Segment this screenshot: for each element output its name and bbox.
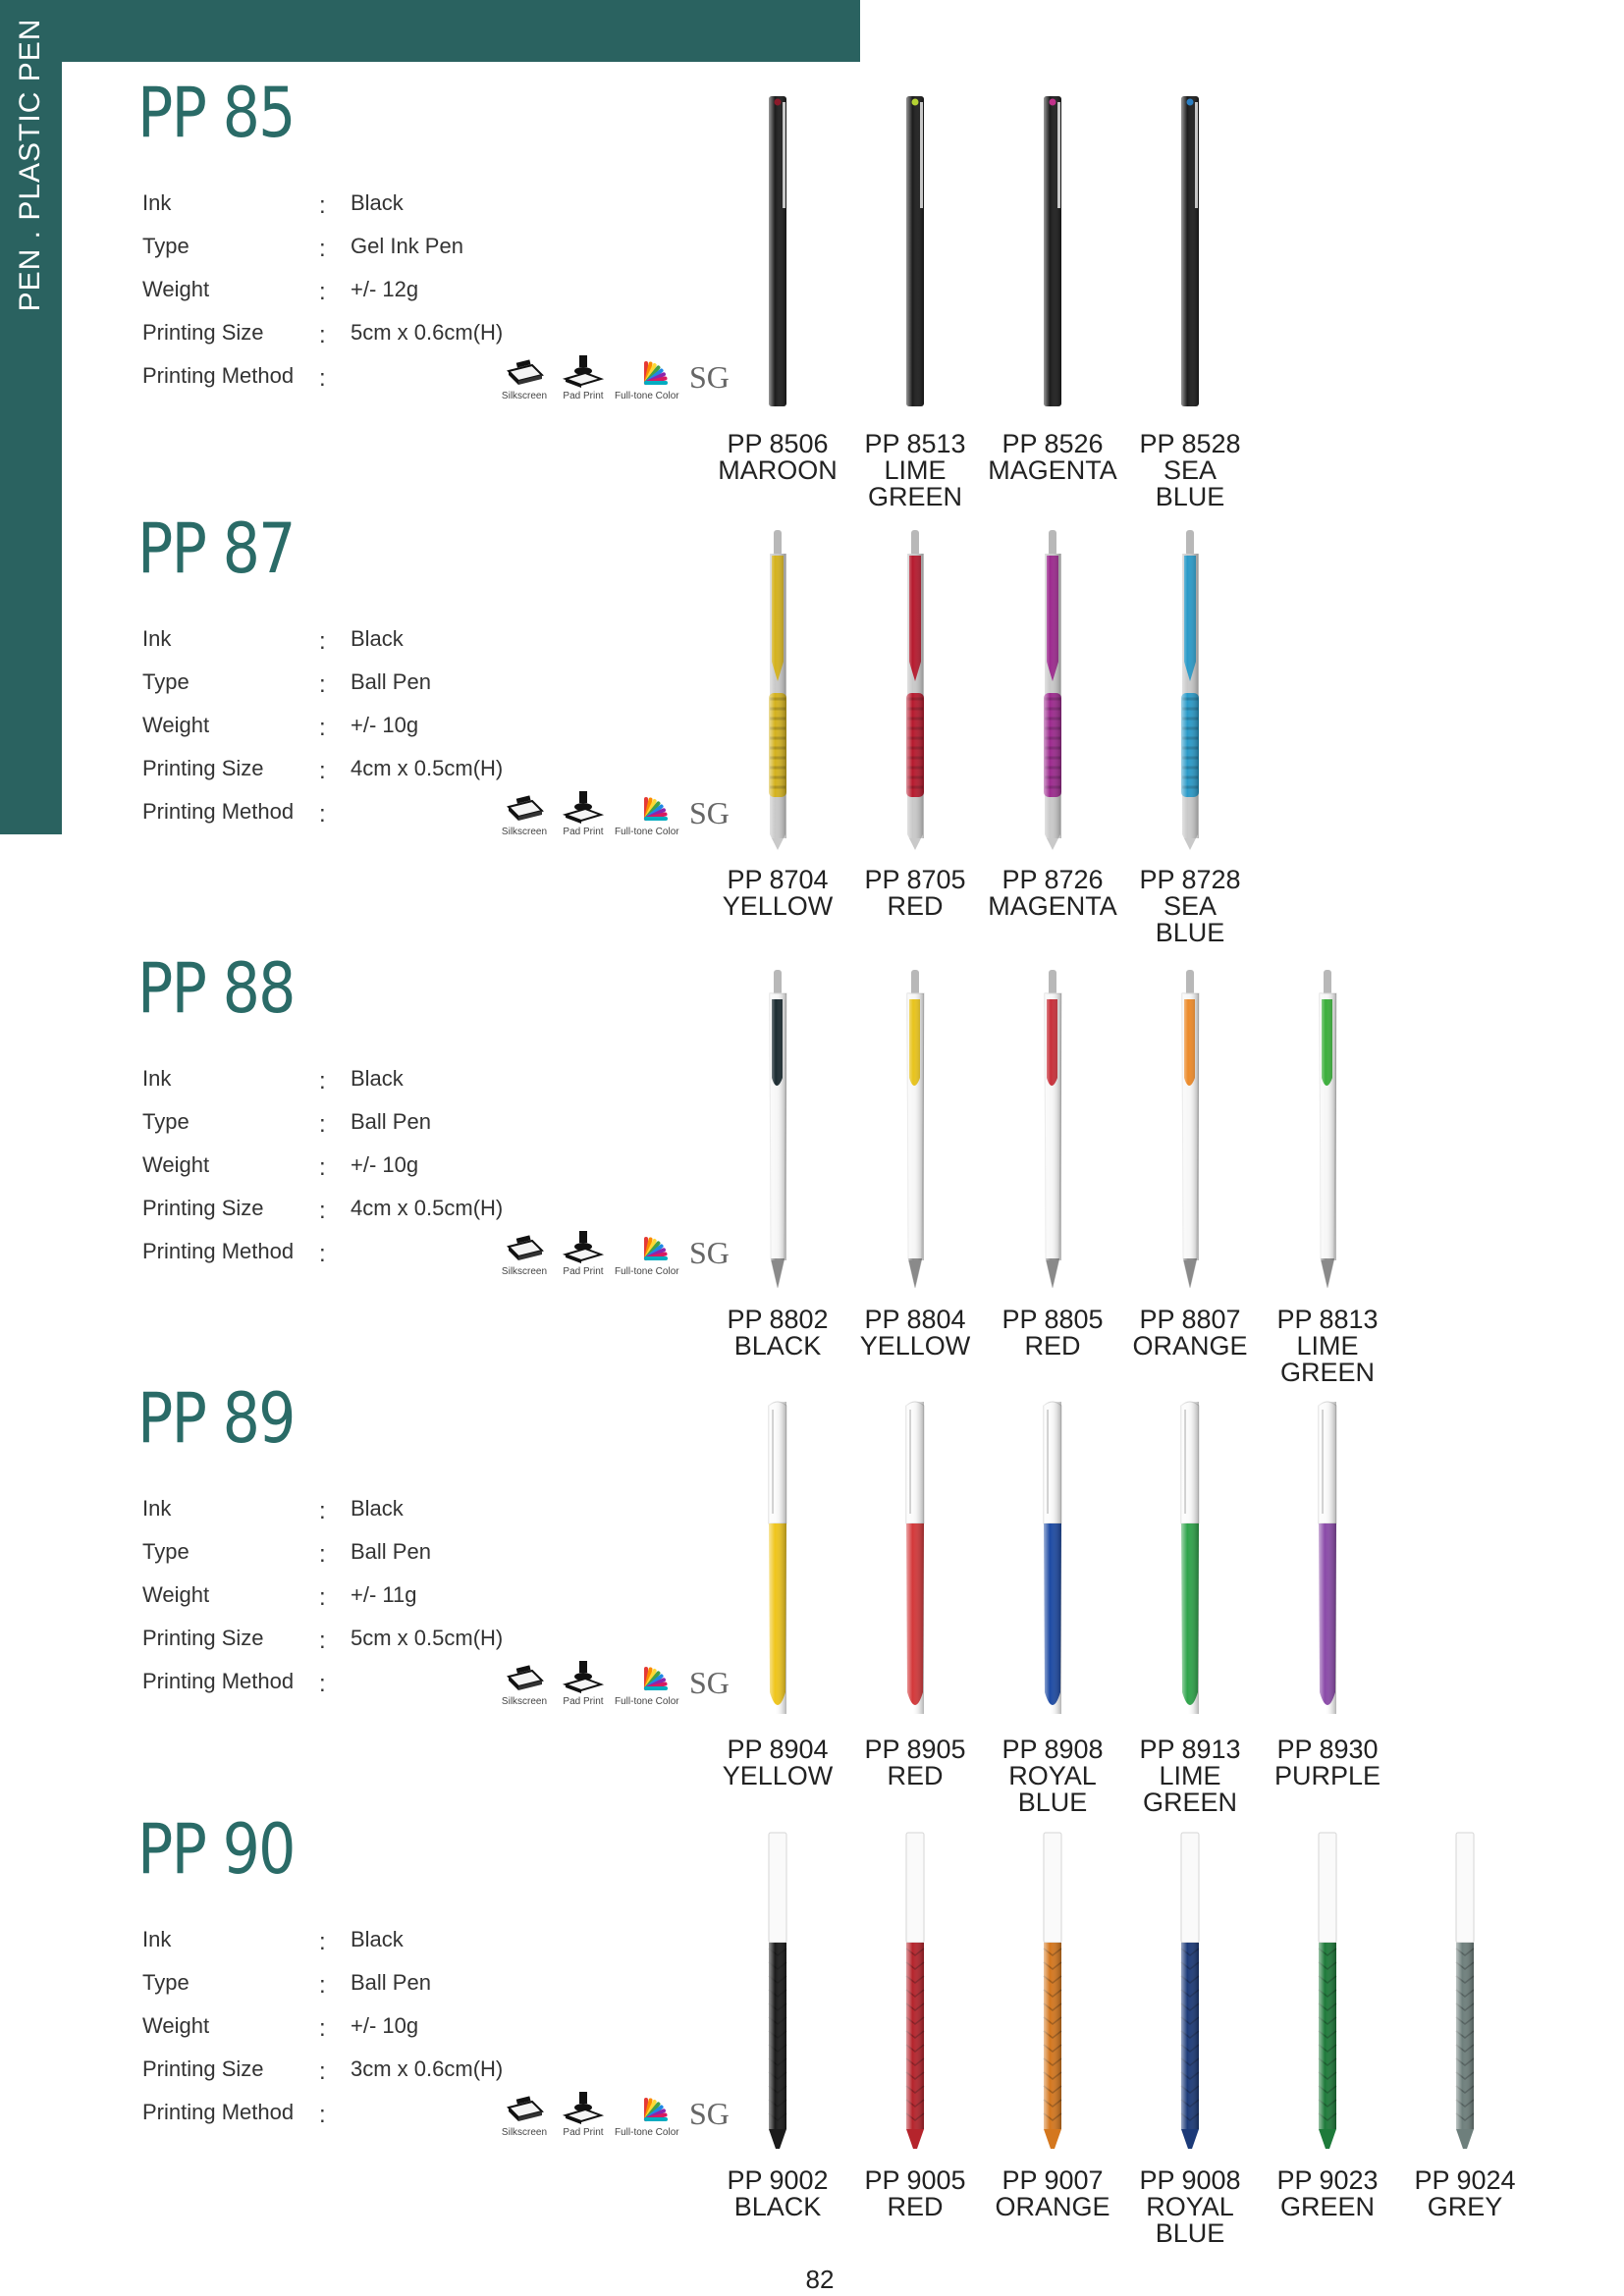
spec-row-printing-method: [142, 359, 730, 402]
spec-label: Weight: [142, 1582, 210, 1607]
variant-color: RED: [887, 2192, 944, 2221]
variant-caption: [984, 1307, 1121, 1360]
silkscreen-icon: [503, 2090, 546, 2125]
spec-label: Printing Size: [142, 2056, 264, 2081]
pen-image: [881, 528, 949, 852]
full-tone-color-icon: [624, 1659, 668, 1694]
silkscreen-method: [493, 353, 556, 401]
spec-separator: :: [319, 671, 326, 698]
method-label: Silkscreen: [501, 1696, 548, 1707]
pad-print-method: [552, 789, 615, 837]
full-tone-color-method: [615, 2090, 677, 2138]
variant-caption: [1121, 1307, 1259, 1360]
variant-color: LIME: [1296, 1331, 1359, 1361]
method-label: Pad Print: [563, 391, 604, 401]
spec-value: Black: [351, 1927, 404, 1951]
method-label: Silkscreen: [501, 2127, 548, 2138]
variant-color: SEA: [1163, 455, 1218, 485]
spec-value: 5cm x 0.5cm(H): [351, 1626, 504, 1650]
pen-image: [1018, 92, 1087, 416]
spec-label: Printing Method: [142, 1669, 295, 1693]
spec-separator: :: [319, 758, 326, 784]
spec-value: Black: [351, 190, 404, 215]
variant-caption: [1121, 2167, 1259, 2247]
spec-value: 4cm x 0.5cm(H): [351, 756, 504, 780]
sg-mark: SG: [689, 1665, 730, 1700]
page-number: 82: [805, 2265, 835, 2294]
variant-color: ORANGE: [995, 2192, 1110, 2221]
spec-row-ink: [142, 190, 633, 230]
variant-code: PP 9002: [727, 2165, 829, 2195]
model-title: PP 85: [137, 73, 295, 153]
pad-print-icon: [562, 353, 605, 389]
variant-color: ROYAL: [1146, 2192, 1234, 2221]
spec-separator: :: [319, 1154, 326, 1181]
pad-print-method: [552, 353, 615, 401]
spec-label: Printing Method: [142, 799, 295, 824]
variant-color: MAROON: [718, 455, 838, 485]
variant-color: SEA: [1163, 891, 1218, 921]
printing-methods: [493, 353, 738, 412]
variant-code: PP 8913: [1139, 1735, 1241, 1764]
spec-value: +/- 10g: [351, 713, 419, 737]
variant-color: ORANGE: [1132, 1331, 1248, 1361]
method-label: Silkscreen: [501, 827, 548, 837]
spec-separator: :: [319, 2058, 326, 2085]
full-tone-color-icon: [624, 789, 668, 825]
variant-code: PP 8705: [864, 865, 966, 894]
spec-value: Ball Pen: [351, 669, 431, 694]
full-tone-color-icon: [624, 1229, 668, 1264]
model-title: PP 89: [137, 1378, 295, 1459]
spec-value: +/- 12g: [351, 277, 419, 301]
variant-caption: [1121, 431, 1259, 510]
spec-row-type: [142, 1109, 633, 1148]
spec-separator: :: [319, 1972, 326, 1999]
spec-label: Printing Size: [142, 1626, 264, 1650]
spec-row-ink: [142, 1496, 633, 1535]
silkscreen-icon: [503, 1229, 546, 1264]
spec-separator: :: [319, 1198, 326, 1224]
variant-code: PP 8513: [864, 429, 966, 458]
spec-separator: :: [319, 1068, 326, 1095]
sg-mark: SG: [689, 1235, 730, 1270]
spec-row-weight: [142, 277, 633, 316]
variant-caption: [709, 2167, 846, 2220]
spec-label: Weight: [142, 713, 210, 737]
full-tone-color-icon: [624, 353, 668, 389]
silkscreen-method: [493, 1659, 556, 1707]
variant-color: GREEN: [1279, 2192, 1376, 2221]
spec-label: Ink: [142, 190, 172, 215]
sg-mark: SG: [689, 2096, 730, 2131]
variant-code: PP 8526: [1001, 429, 1104, 458]
pen-image: [1018, 1829, 1087, 2153]
pen-image: [1156, 1398, 1224, 1722]
model-title: PP 88: [137, 948, 295, 1029]
method-label: Pad Print: [563, 1696, 604, 1707]
variant-caption: [1259, 1736, 1396, 1789]
variant-caption: [984, 2167, 1121, 2220]
variant-code: PP 8726: [1001, 865, 1104, 894]
pad-print-method: [552, 1659, 615, 1707]
model-title: PP 87: [137, 508, 295, 589]
variant-caption: [846, 431, 984, 510]
pad-print-icon: [562, 1229, 605, 1264]
variant-caption: [984, 867, 1121, 920]
pen-image: [743, 528, 812, 852]
pen-image: [743, 92, 812, 416]
spec-row-printing-method: [142, 1665, 730, 1708]
spec-value: Black: [351, 1066, 404, 1091]
variant-code: PP 8804: [864, 1305, 966, 1334]
spec-value: +/- 11g: [351, 1582, 417, 1607]
method-label: Full-tone Color: [615, 827, 679, 837]
pad-print-method: [552, 1229, 615, 1277]
printing-methods: [493, 1659, 738, 1718]
method-label: Full-tone Color: [615, 1266, 679, 1277]
variant-code: PP 8905: [864, 1735, 966, 1764]
variant-color-line2: BLUE: [1155, 918, 1225, 947]
pen-image: [1018, 968, 1087, 1292]
variant-color: YELLOW: [859, 1331, 971, 1361]
variant-caption: [846, 2167, 984, 2220]
spec-value: 3cm x 0.6cm(H): [351, 2056, 504, 2081]
header-band: [0, 0, 860, 62]
variant-color: RED: [887, 891, 944, 921]
variant-caption: [709, 431, 846, 484]
variant-caption: [1259, 2167, 1396, 2220]
method-label: Silkscreen: [501, 391, 548, 401]
spec-label: Weight: [142, 1152, 210, 1177]
spec-separator: :: [319, 1241, 326, 1267]
variant-color-line2: BLUE: [1155, 2218, 1225, 2248]
spec-row-type: [142, 1970, 633, 2009]
spec-separator: :: [319, 1541, 326, 1568]
variant-code: PP 8728: [1139, 865, 1241, 894]
spec-label: Ink: [142, 1496, 172, 1521]
variant-caption: [1396, 2167, 1534, 2220]
pen-image: [881, 1398, 949, 1722]
method-label: Full-tone Color: [615, 2127, 679, 2138]
spec-label: Type: [142, 669, 189, 694]
spec-separator: :: [319, 236, 326, 262]
printing-methods: [493, 789, 738, 848]
variant-caption: [1121, 867, 1259, 946]
variant-color: LIME: [884, 455, 947, 485]
variant-color: PURPLE: [1273, 1761, 1381, 1790]
variant-caption: [984, 1736, 1121, 1816]
spec-row-printing-method: [142, 2096, 730, 2139]
variant-color: RED: [1024, 1331, 1081, 1361]
variant-color: BLACK: [733, 2192, 822, 2221]
spec-separator: :: [319, 279, 326, 305]
variant-color: BLACK: [733, 1331, 822, 1361]
method-label: Pad Print: [563, 1266, 604, 1277]
spec-separator: :: [319, 2102, 326, 2128]
sg-mark: SG: [689, 795, 730, 830]
category-label: PEN . PLASTIC PEN: [14, 18, 46, 312]
method-label: Full-tone Color: [615, 1696, 679, 1707]
spec-label: Printing Size: [142, 1196, 264, 1220]
spec-label: Type: [142, 234, 189, 258]
spec-value: Ball Pen: [351, 1970, 431, 1995]
spec-row-ink: [142, 626, 633, 666]
spec-separator: :: [319, 322, 326, 348]
variant-code: PP 9005: [864, 2165, 966, 2195]
pen-image: [881, 92, 949, 416]
spec-separator: :: [319, 801, 326, 828]
variant-color: YELLOW: [722, 1761, 834, 1790]
variant-code: PP 9023: [1276, 2165, 1379, 2195]
spec-separator: :: [319, 1111, 326, 1138]
silkscreen-icon: [503, 1659, 546, 1694]
spec-row-weight: [142, 1152, 633, 1192]
variant-color-line2: GREEN: [867, 482, 963, 511]
spec-label: Ink: [142, 1066, 172, 1091]
spec-separator: :: [319, 1929, 326, 1955]
variant-caption: [984, 431, 1121, 484]
pen-image: [1293, 1398, 1362, 1722]
pen-image: [1156, 968, 1224, 1292]
spec-label: Type: [142, 1970, 189, 1995]
spec-separator: :: [319, 715, 326, 741]
spec-row-printing-method: [142, 1235, 730, 1278]
pen-image: [1156, 528, 1224, 852]
printing-methods: [493, 2090, 738, 2149]
spec-row-ink: [142, 1066, 633, 1105]
variant-caption: [846, 1736, 984, 1789]
spec-separator: :: [319, 1498, 326, 1524]
pen-image: [1293, 1829, 1362, 2153]
method-label: Full-tone Color: [615, 391, 679, 401]
variant-color-line2: GREEN: [1279, 1358, 1376, 1387]
spec-label: Ink: [142, 626, 172, 651]
spec-row-weight: [142, 713, 633, 752]
spec-value: 5cm x 0.6cm(H): [351, 320, 504, 345]
variant-code: PP 9008: [1139, 2165, 1241, 2195]
spec-value: +/- 10g: [351, 2013, 419, 2038]
pad-print-icon: [562, 2090, 605, 2125]
spec-label: Printing Size: [142, 756, 264, 780]
spec-separator: :: [319, 192, 326, 219]
pen-image: [1018, 1398, 1087, 1722]
full-tone-color-method: [615, 1659, 677, 1707]
spec-row-weight: [142, 2013, 633, 2053]
variant-code: PP 8805: [1001, 1305, 1104, 1334]
pen-image: [743, 968, 812, 1292]
pad-print-icon: [562, 1659, 605, 1694]
pen-image: [881, 1829, 949, 2153]
spec-row-type: [142, 234, 633, 273]
method-label: Pad Print: [563, 2127, 604, 2138]
variant-code: PP 8802: [727, 1305, 829, 1334]
variant-color: MAGENTA: [988, 455, 1117, 485]
pad-print-icon: [562, 789, 605, 825]
variant-code: PP 8904: [727, 1735, 829, 1764]
spec-label: Printing Method: [142, 1239, 295, 1263]
spec-label: Printing Size: [142, 320, 264, 345]
full-tone-color-method: [615, 1229, 677, 1277]
silkscreen-icon: [503, 789, 546, 825]
full-tone-color-method: [615, 789, 677, 837]
spec-row-type: [142, 1539, 633, 1578]
variant-color: GREY: [1427, 2192, 1503, 2221]
pen-image: [1431, 1829, 1499, 2153]
spec-label: Weight: [142, 2013, 210, 2038]
printing-methods: [493, 1229, 738, 1288]
spec-label: Printing Method: [142, 2100, 295, 2124]
spec-separator: :: [319, 628, 326, 655]
spec-label: Weight: [142, 277, 210, 301]
pen-image: [743, 1398, 812, 1722]
variant-caption: [709, 1736, 846, 1789]
spec-row-ink: [142, 1927, 633, 1966]
pen-image: [881, 968, 949, 1292]
variant-color: ROYAL: [1008, 1761, 1097, 1790]
variant-color: YELLOW: [722, 891, 834, 921]
variant-code: PP 9007: [1001, 2165, 1104, 2195]
variant-code: PP 9024: [1414, 2165, 1516, 2195]
variant-color: MAGENTA: [988, 891, 1117, 921]
pen-image: [743, 1829, 812, 2153]
variant-code: PP 8813: [1276, 1305, 1379, 1334]
variant-code: PP 8908: [1001, 1735, 1104, 1764]
spec-separator: :: [319, 1628, 326, 1654]
spec-value: +/- 10g: [351, 1152, 419, 1177]
variant-caption: [1121, 1736, 1259, 1816]
spec-row-type: [142, 669, 633, 709]
method-label: Silkscreen: [501, 1266, 548, 1277]
pen-image: [1293, 968, 1362, 1292]
spec-row-printing-method: [142, 795, 730, 838]
variant-code: PP 8930: [1276, 1735, 1379, 1764]
method-label: Pad Print: [563, 827, 604, 837]
full-tone-color-icon: [624, 2090, 668, 2125]
model-title: PP 90: [137, 1809, 295, 1890]
spec-separator: :: [319, 2015, 326, 2042]
silkscreen-method: [493, 1229, 556, 1277]
variant-caption: [709, 867, 846, 920]
silkscreen-method: [493, 789, 556, 837]
silkscreen-method: [493, 2090, 556, 2138]
variant-caption: [846, 867, 984, 920]
variant-caption: [846, 1307, 984, 1360]
category-tab: [0, 0, 62, 834]
spec-separator: :: [319, 365, 326, 392]
spec-value: Black: [351, 626, 404, 651]
spec-separator: :: [319, 1584, 326, 1611]
spec-label: Printing Method: [142, 363, 295, 388]
variant-color: RED: [887, 1761, 944, 1790]
full-tone-color-method: [615, 353, 677, 401]
spec-value: Black: [351, 1496, 404, 1521]
variant-caption: [1259, 1307, 1396, 1386]
spec-value: Ball Pen: [351, 1109, 431, 1134]
silkscreen-icon: [503, 353, 546, 389]
variant-code: PP 8506: [727, 429, 829, 458]
variant-caption: [709, 1307, 846, 1360]
spec-label: Type: [142, 1109, 189, 1134]
variant-code: PP 8528: [1139, 429, 1241, 458]
variant-color-line2: BLUE: [1017, 1788, 1088, 1817]
variant-color-line2: BLUE: [1155, 482, 1225, 511]
spec-separator: :: [319, 1671, 326, 1697]
spec-label: Type: [142, 1539, 189, 1564]
spec-value: Ball Pen: [351, 1539, 431, 1564]
spec-label: Ink: [142, 1927, 172, 1951]
pad-print-method: [552, 2090, 615, 2138]
variant-code: PP 8704: [727, 865, 829, 894]
sg-mark: SG: [689, 359, 730, 395]
pen-image: [1156, 1829, 1224, 2153]
pen-image: [1018, 528, 1087, 852]
spec-row-weight: [142, 1582, 633, 1622]
spec-value: 4cm x 0.5cm(H): [351, 1196, 504, 1220]
pen-image: [1156, 92, 1224, 416]
variant-color-line2: GREEN: [1142, 1788, 1238, 1817]
variant-code: PP 8807: [1139, 1305, 1241, 1334]
spec-value: Gel Ink Pen: [351, 234, 463, 258]
variant-color: LIME: [1159, 1761, 1221, 1790]
